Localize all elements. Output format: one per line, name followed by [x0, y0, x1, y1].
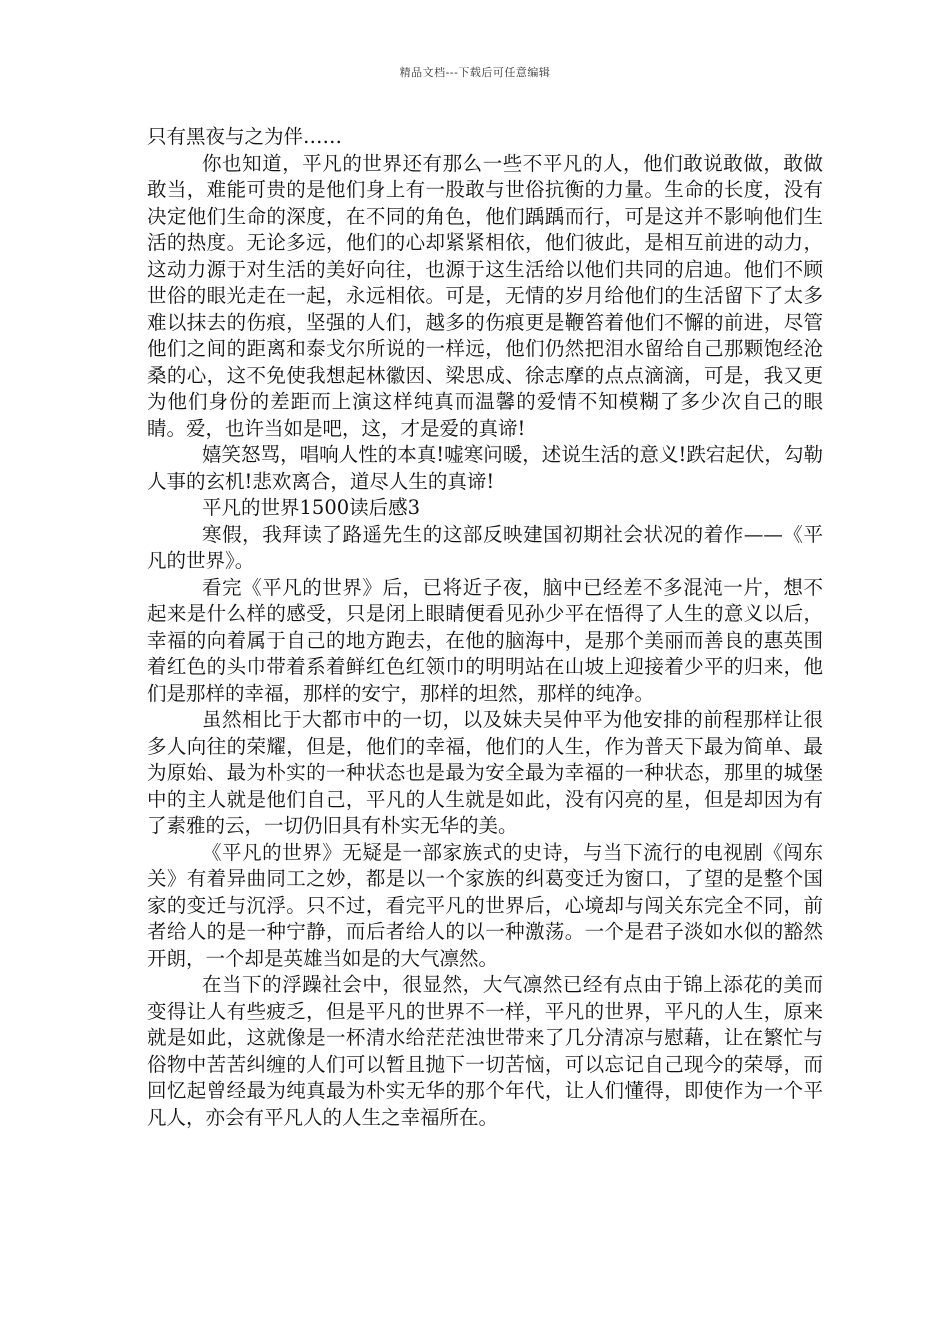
paragraph: 看完《平凡的世界》后，已将近子夜，脑中已经差不多混沌一片，想不起来是什么样的感受，只是闭上眼睛便看见孙少平在悟得了人生的意义以后，幸福的向着属于自己的地方跑去，在他的脑海中，是那个美丽而善良的惠英围着红色的头巾带着系着鲜红色红领巾的明明站在山坡上迎接着少平的归来，他们是那样的幸福，那样的安宁，那样的坦然，那样的纯净。 [147, 575, 823, 705]
page-header: 精品文档---下载后可任意编辑 [399, 66, 551, 79]
paragraph: 嬉笑怒骂，唱响人性的本真!嘘寒问暖，述说生活的意义!跌宕起伏，勾勒人事的玄机!悲欢离合，道尽人生的真谛! [147, 443, 823, 493]
paragraph: 在当下的浮躁社会中，很显然，大气凛然已经有点由于锦上添花的美而变得让人有些疲乏，但是平凡的世界不一样，平凡的世界，平凡的人生，原来就是如此，这就像是一杯清水给茫茫浊世带来了几分清凉与慰藉，让在繁忙与俗物中苦苦纠缠的人们可以暂且抛下一切苦恼，可以忘记自己现今的荣辱，而回忆起曾经最为纯真最为朴实无华的那个年代，让人们懂得，即使作为一个平凡人，亦会有平凡人的人生之幸福所在。 [147, 973, 823, 1129]
paragraph: 虽然相比于大都市中的一切，以及妹夫吴仲平为他安排的前程那样让很多人向往的荣耀，但是，他们的幸福，他们的人生，作为普天下最为简单、最为原始、最为朴实的一种状态也是最为安全最为幸福的一种状态，那里的城堡中的主人就是他们自己，平凡的人生就是如此，没有闪亮的星，但是却因为有了素雅的云，一切仍旧具有朴实无华的美。 [147, 708, 823, 837]
paragraph: 《平凡的世界》无疑是一部家族式的史诗，与当下流行的电视剧《闯东关》有着异曲同工之妙，都是以一个家族的纠葛变迁为窗口，了望的是整个国家的变迁与沉浮。只不过，看完平凡的世界后，心境却与闯关东完全不同，前者给人的是一种宁静，而后者给人的以一种激荡。一个是君子淡如水似的豁然开朗，一个却是英雄当如是的大气凛然。 [147, 840, 823, 970]
paragraph: 你也知道，平凡的世界还有那么一些不平凡的人，他们敢说敢做，敢做敢当，难能可贵的是他们身上有一股敢与世俗抗衡的力量。生命的长度，没有决定他们生命的深度，在不同的角色，他们踽踽而行，可是这并不影响他们生活的热度。无论多远，他们的心却紧紧相依，他们彼此，是相互前进的动力，这动力源于对生活的美好向往，也源于这生活给以他们共同的启迪。他们不顾世俗的眼光走在一起，永远相依。可是，无情的岁月给他们的生活留下了太多难以抹去的伤痕，坚强的人们，越多的伤痕更是鞭笞着他们不懈的前进，尽管他们之间的距离和泰戈尔所说的一样远，他们仍然把泪水留给自己那颗饱经沧桑的心，这不免使我想起林徽因、梁思成、徐志摩的点点滴滴，可是，我又更为他们身份的差距而上演这样纯真而温馨的爱情不知模糊了多少次自己的眼睛。爱，也许当如是吧，这，才是爱的真谛! [147, 151, 823, 440]
section-title: 平凡的世界1500读后感3 [202, 496, 421, 519]
document-body [147, 124, 823, 1131]
paragraph-continuation: 只有黑夜与之为伴…… [147, 125, 343, 148]
paragraph: 寒假，我拜读了路遥先生的这部反映建国初期社会状况的着作——《平凡的世界》。 [147, 522, 823, 572]
